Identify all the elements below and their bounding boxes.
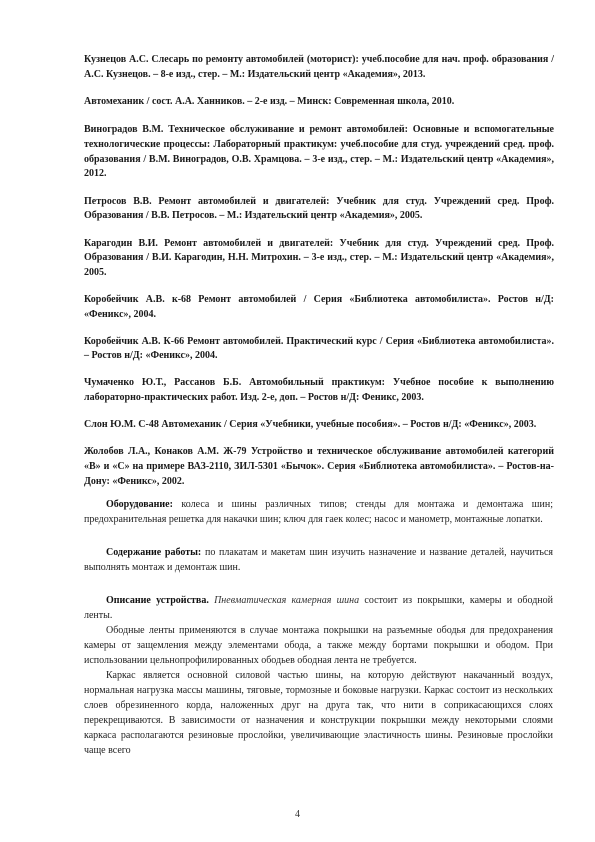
description-label: Описание устройства.: [106, 595, 209, 606]
reference-item: Кузнецов А.С. Слесарь по ремонту автомобилей (моторист): учеб.пособие для нач. проф. образования / А.С. Кузнецов. – 8-е изд., стер. – М.: Издательский центр «Академия», 2013.: [84, 54, 554, 80]
reference-item: Слон Ю.М. С-48 Автомеханик / Серия «Учебники, учебные пособия». – Ростов н/Д: «Феникс», 2003.: [84, 419, 537, 431]
description-paragraph: [84, 593, 553, 623]
reference-item: Виноградов В.М. Техническое обслуживание и ремонт автомобилей: Основные и вспомогательные технологические процессы: Лабораторный практикум: учеб.пособие для студ. учреждений сред. проф. образования / В.М. Виноградов, О.В. Храмцова. – 3-е изд., стер. – М.: Издательский центр «Академия», 2012.: [84, 124, 554, 180]
work-content-label: Содержание работы:: [106, 547, 202, 558]
references-list: [84, 53, 554, 502]
equipment-label: Оборудование:: [106, 499, 173, 510]
reference-item: Коробейчик А.В. к-68 Ремонт автомобилей / Серия «Библиотека автомобилиста». Ростов н/Д: «Феникс», 2004.: [84, 293, 554, 320]
reference-item: Карагодин В.И. Ремонт автомобилей и двигателей: Учебник для студ. Учреждений сред. Проф. Образования / В.И. Карагодин, Н.Н. Митрохин. – 3-е изд., стер. – М.: Издательский центр «Академия», 2005.: [84, 237, 554, 278]
rim-tape-paragraph: Ободные ленты применяются в случае монтажа покрышки на разъемные ободья для предохранения камеры от защемления между элементами обода, а также между бортами покрышки и ободом. При использовании цельнопрофилированных ободьев ободная лента не требуется.: [84, 625, 553, 666]
reference-item: Автомеханик / сост. А.А. Ханников. – 2-е изд. – Минск: Современная школа, 2010.: [84, 95, 455, 107]
equipment-text: колеса и шины различных типов; стенды для монтажа и демонтажа шин; предохранительная решетка для накачки шин; ключ для гаек колес; насос и манометр, монтажные лопатки.: [84, 499, 553, 525]
reference-item: Петросов В.В. Ремонт автомобилей и двигателей: Учебник для студ. Учреждений сред. Проф. Образования / В.В. Петросов. – М.: Издательский центр «Академия», 2005.: [84, 195, 554, 222]
reference-item: Коробейчик А.В. К-66 Ремонт автомобилей. Практический курс / Серия «Библиотека автомобилиста». – Ростов н/Д: «Феникс», 2004.: [84, 335, 554, 362]
work-content-text: по плакатам и макетам шин изучить назначение и название деталей, научиться выполнять монтаж и демонтаж шин.: [84, 547, 553, 573]
page-number: 4: [295, 809, 300, 820]
reference-item: Жолобов Л.А., Конаков А.М. Ж-79 Устройство и техническое обслуживание автомобилей категорий «В» и «С» на примере ВАЗ-2110, ЗИЛ-5301 «Бычок». Серия «Библиотека автомобилиста». – Ростов-на-Дону: «Феникс», 2002.: [84, 446, 554, 487]
work-content-paragraph: [84, 545, 553, 575]
main-text: [84, 497, 553, 758]
equipment-paragraph: [84, 497, 553, 527]
reference-item: Чумаченко Ю.Т., Рассанов Б.Б. Автомобильный практикум: Учебное пособие к выполнению лабораторно-практических работ. Изд. 2-е, доп. – Ростов н/Д: Феникс, 2003.: [84, 377, 554, 404]
carcass-paragraph: Каркас является основной силовой частью шины, на которую действуют накачанный воздух, нормальная нагрузка массы машины, тяговые, тормозные и боковые нагрузки. Каркас состоит из нескольких слоев обрезиненного корда, наложенных друг на друга так, что нити в соприкасающихся слоях перекрещиваются. В зависимости от назначения и конструкции покрышки между некоторыми слоями каркаса располагаются резиновые прослойки, увеличивающие эластичность шины. Резиновые прослойки чаще всего: [84, 670, 553, 756]
description-term: Пневматическая камерная шина: [208, 595, 360, 606]
description-text: состоит из покрышки, камеры и ободной ленты.: [84, 595, 553, 621]
